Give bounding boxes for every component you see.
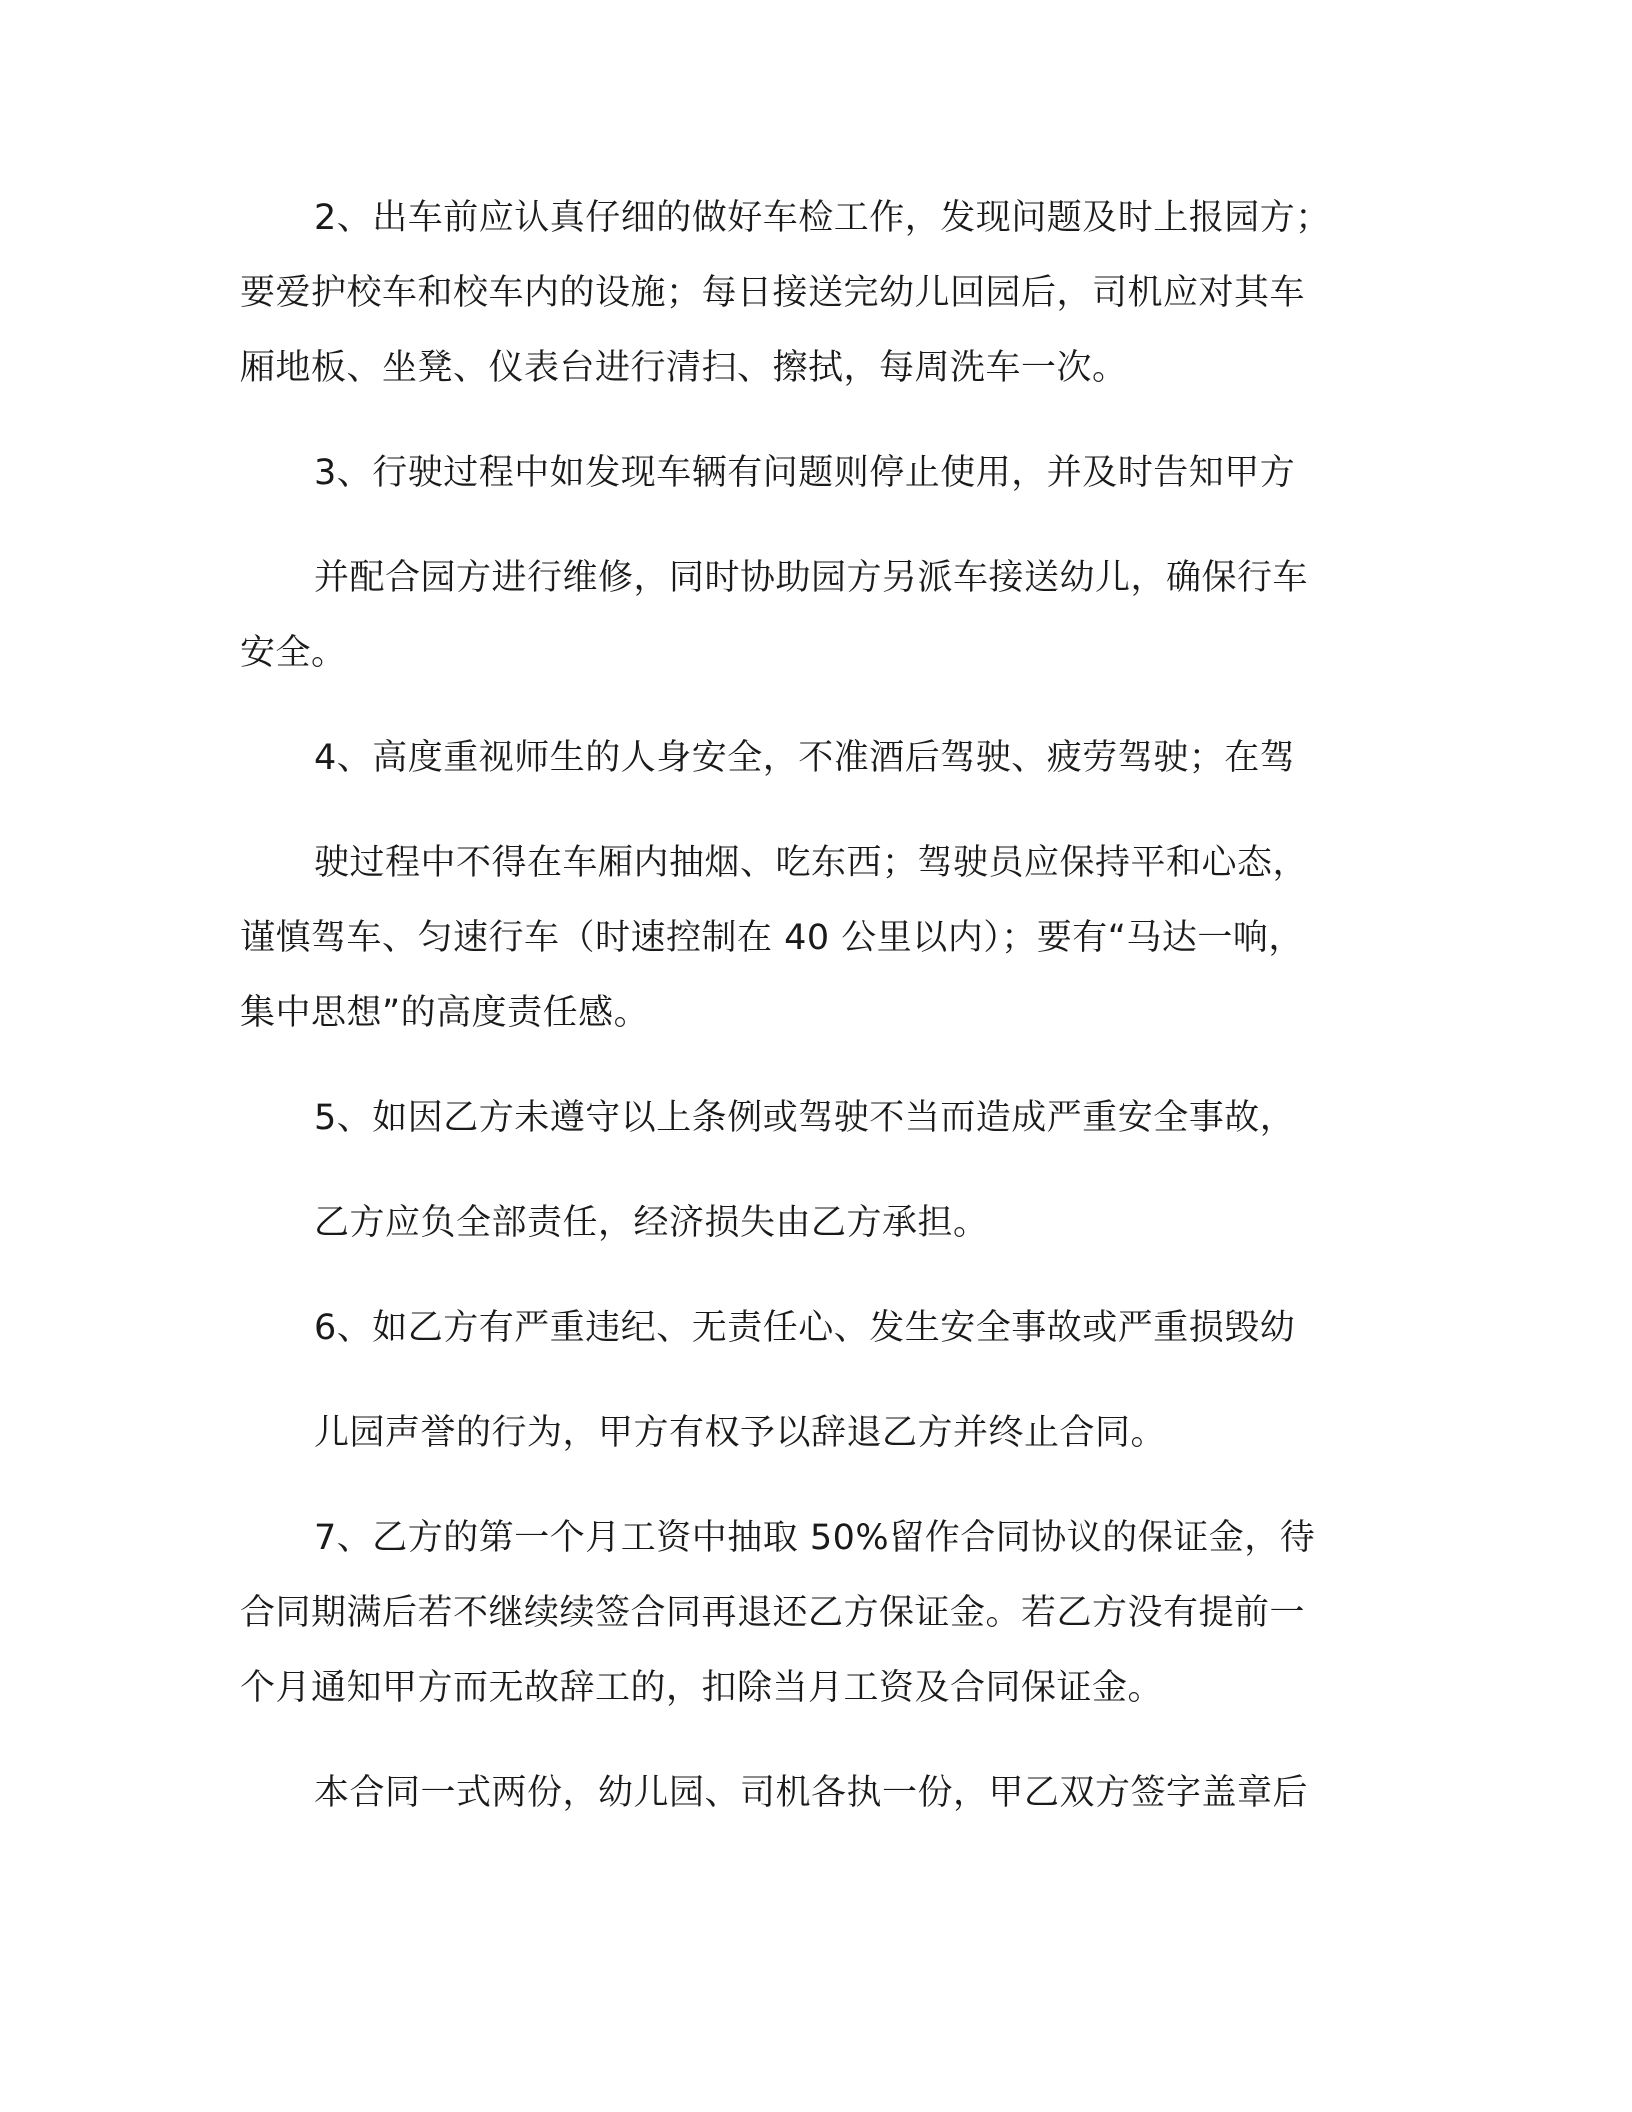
clause-3-line-2: 并配合园方进行维修，同时协助园方另派车接送幼儿，确保行车 — [314, 558, 1309, 598]
clause-7-line-2: 合同期满后若不继续续签合同再退还乙方保证金。若乙方没有提前一 — [240, 1593, 1306, 1633]
clause-7-line-3: 个月通知甲方而无故辞工的，扣除当月工资及合同保证金。 — [240, 1668, 1164, 1708]
clause-6-line-2: 儿园声誉的行为，甲方有权予以辞退乙方并终止合同。 — [314, 1413, 1167, 1453]
clause-2-line-1: 2、出车前应认真仔细的做好车检工作，发现问题及时上报园方； — [314, 198, 1331, 238]
clause-5-line-2: 乙方应负全部责任，经济损失由乙方承担。 — [314, 1203, 989, 1243]
clause-4-line-4: 集中思想”的高度责任感。 — [240, 993, 650, 1033]
clause-4-line-1: 4、高度重视师生的人身安全，不准酒后驾驶、疲劳驾驶；在驾 — [314, 738, 1296, 778]
closing-line-1: 本合同一式两份，幼儿园、司机各执一份，甲乙双方签字盖章后 — [314, 1773, 1309, 1813]
clause-2-line-3: 厢地板、坐凳、仪表台进行清扫、擦拭，每周洗车一次。 — [240, 348, 1128, 388]
clause-2-line-2: 要爱护校车和校车内的设施；每日接送完幼儿回园后，司机应对其车 — [240, 273, 1306, 313]
clause-6-line-1: 6、如乙方有严重违纪、无责任心、发生安全事故或严重损毁幼 — [314, 1308, 1296, 1348]
clause-3-line-1: 3、行驶过程中如发现车辆有问题则停止使用，并及时告知甲方 — [314, 453, 1296, 493]
clause-3-line-3: 安全。 — [240, 633, 347, 673]
clause-4-line-3: 谨慎驾车、匀速行车（时速控制在 40 公里以内）；要有“马达一响， — [240, 918, 1304, 958]
clause-5-line-1: 5、如因乙方未遵守以上条例或驾驶不当而造成严重安全事故， — [314, 1098, 1296, 1138]
clause-7-line-1: 7、乙方的第一个月工资中抽取 50%留作合同协议的保证金，待 — [314, 1518, 1316, 1558]
clause-4-line-2: 驶过程中不得在车厢内抽烟、吃东西；驾驶员应保持平和心态， — [314, 843, 1309, 883]
